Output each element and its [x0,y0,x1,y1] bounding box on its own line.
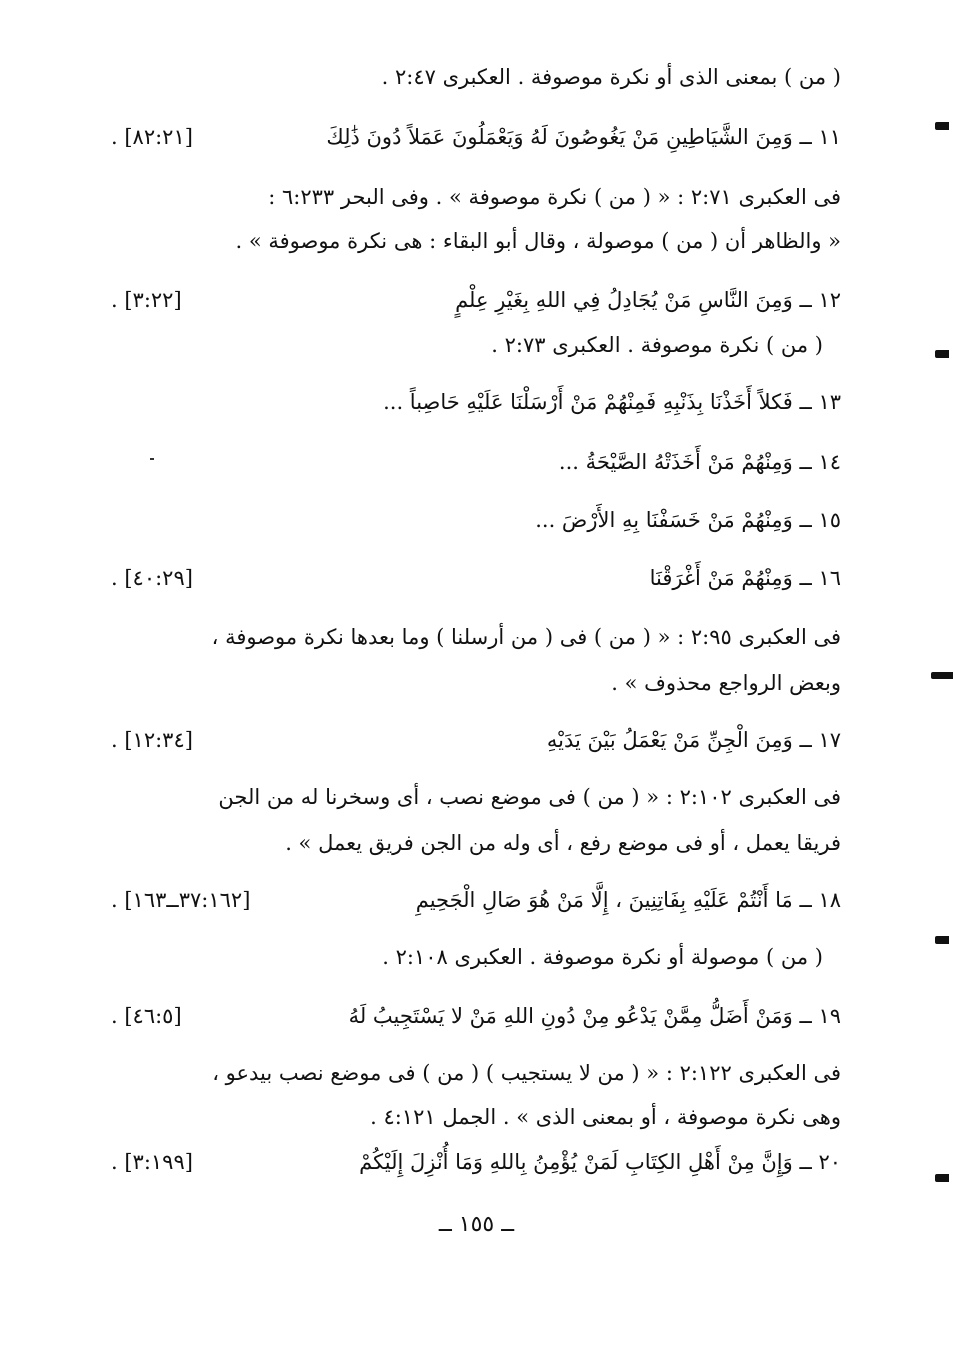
verse-reference: [١٢:٣٤] . [111,728,193,752]
verse-reference: [٣:٢٢] . [111,288,182,312]
verse-20 [111,1146,841,1178]
verse-text: ١٤ ــ وَمِنْهُمْ مَنْ أَخَذَتْهُ الصَّيْحَةُ ... [558,450,841,474]
scan-speck [150,458,154,460]
scan-edge-mark [935,122,949,130]
verse-reference: [٨٢:٢١] . [111,125,193,149]
commentary-line: فى العكبرى ٢:٧١ : « ( من ) نكرة موصوفة » . وفى البحر ٦:٢٣٣ : [268,185,841,209]
verse-12 [111,284,841,316]
verse-text: ١٦ ــ وَمِنْهُمْ مَنْ أَغْرَقْنَا [649,566,841,590]
scan-edge-mark [935,350,949,358]
verse-text: ١٨ ــ مَا أَنْتُمْ عَلَيْهِ بِفَاتِنِينَ ، إِلَّا مَنْ هُوَ صَالِ الْجَحِيمِ [415,888,841,912]
verse-text: ١٩ ــ وَمَنْ أَضَلُّ مِمَّنْ يَدْعُو مِنْ دُونِ اللهِ مَنْ لا يَسْتَجِيبُ لَهُ [348,1004,841,1028]
verse-text: ١١ ــ وَمِنَ الشَّيَاطِينِ مَنْ يَغُوصُونَ لَهُ وَيَعْمَلُونَ عَمَلاً دُونَ ذَٰلِكَ [326,125,841,149]
commentary-line: وهى نكرة موصوفة ، أو بمعنى الذى » . الجمل ٤:١٢١ . [370,1105,841,1129]
verse-reference: [٣٧:١٦٢ــ١٦٣] . [111,888,251,912]
verse-11 [111,121,841,153]
verse-14 [111,446,841,478]
page-number: ــ ١٥٥ ــ [438,1212,515,1237]
commentary-line: فى العكبرى ٢:١٢٢ : « ( من لا يستجيب ) ( من ) فى موضع نصب بيدعو ، [212,1061,841,1085]
verse-reference: [٤٦:٥] . [111,1004,182,1028]
verse-text: ١٣ ــ فَكلاً أَخَذْنَا بِذَنْبِهِ فَمِنْهُمْ مَنْ أَرْسَلْنَا عَلَيْهِ حَاصِباً ... [383,390,841,414]
verse-19 [111,1000,841,1032]
verse-reference: [٣:١٩٩] . [111,1150,193,1174]
verse-text: ١٥ ــ وَمِنْهُمْ مَنْ خَسَفْنَا بِهِ الأَرْضَ ... [535,508,841,532]
commentary-line: فريقا يعمل ، أو فى موضع رفع ، أى وله من الجن فريق يعمل » . [285,831,841,855]
verse-text: ١٢ ــ وَمِنَ النَّاسِ مَنْ يُجَادِلُ فِي اللهِ بِغَيْرِ عِلْمٍ [455,288,841,312]
commentary-line: ( من ) بمعنى الذى أو نكرة موصوفة . العكبرى ٢:٤٧ . [381,65,841,89]
verse-17 [111,724,841,756]
scan-edge-mark [935,936,949,944]
scan-edge-mark [931,672,953,679]
verse-text: ٢٠ ــ وَإِنَّ مِنْ أَهْلِ الكِتَابِ لَمَنْ يُؤْمِنُ بِاللهِ وَمَا أُنْزِلَ إِلَيْكُمْ [359,1150,841,1174]
verse-reference: [٤٠:٢٩] . [111,566,193,590]
verse-13 [111,386,841,418]
commentary-line: فى العكبرى ٢:١٠٢ : « ( من ) فى موضع نصب ، أى وسخرنا له من الجن [218,785,841,809]
commentary-line: ( من ) نكرة موصوفة . العكبرى ٢:٧٣ . [491,333,823,357]
commentary-line: « والظاهر أن ( من ) موصولة ، وقال أبو البقاء : هى نكرة موصوفة » . [235,229,841,253]
commentary-line: فى العكبرى ٢:٩٥ : « ( من ) فى ( من أرسلنا ) وما بعدها نكرة موصوفة ، [211,625,841,649]
scan-edge-mark [935,1174,949,1182]
commentary-line: ( من ) موصولة أو نكرة موصوفة . العكبرى ٢:١٠٨ . [382,945,823,969]
verse-text: ١٧ ــ وَمِنَ الْجِنِّ مَنْ يَعْمَلُ بَيْنَ يَدَيْهِ [546,728,841,752]
verse-16 [111,562,841,594]
commentary-line: وبعض الرواجع محذوف » . [611,671,841,695]
verse-15 [111,504,841,536]
verse-18 [111,884,841,916]
